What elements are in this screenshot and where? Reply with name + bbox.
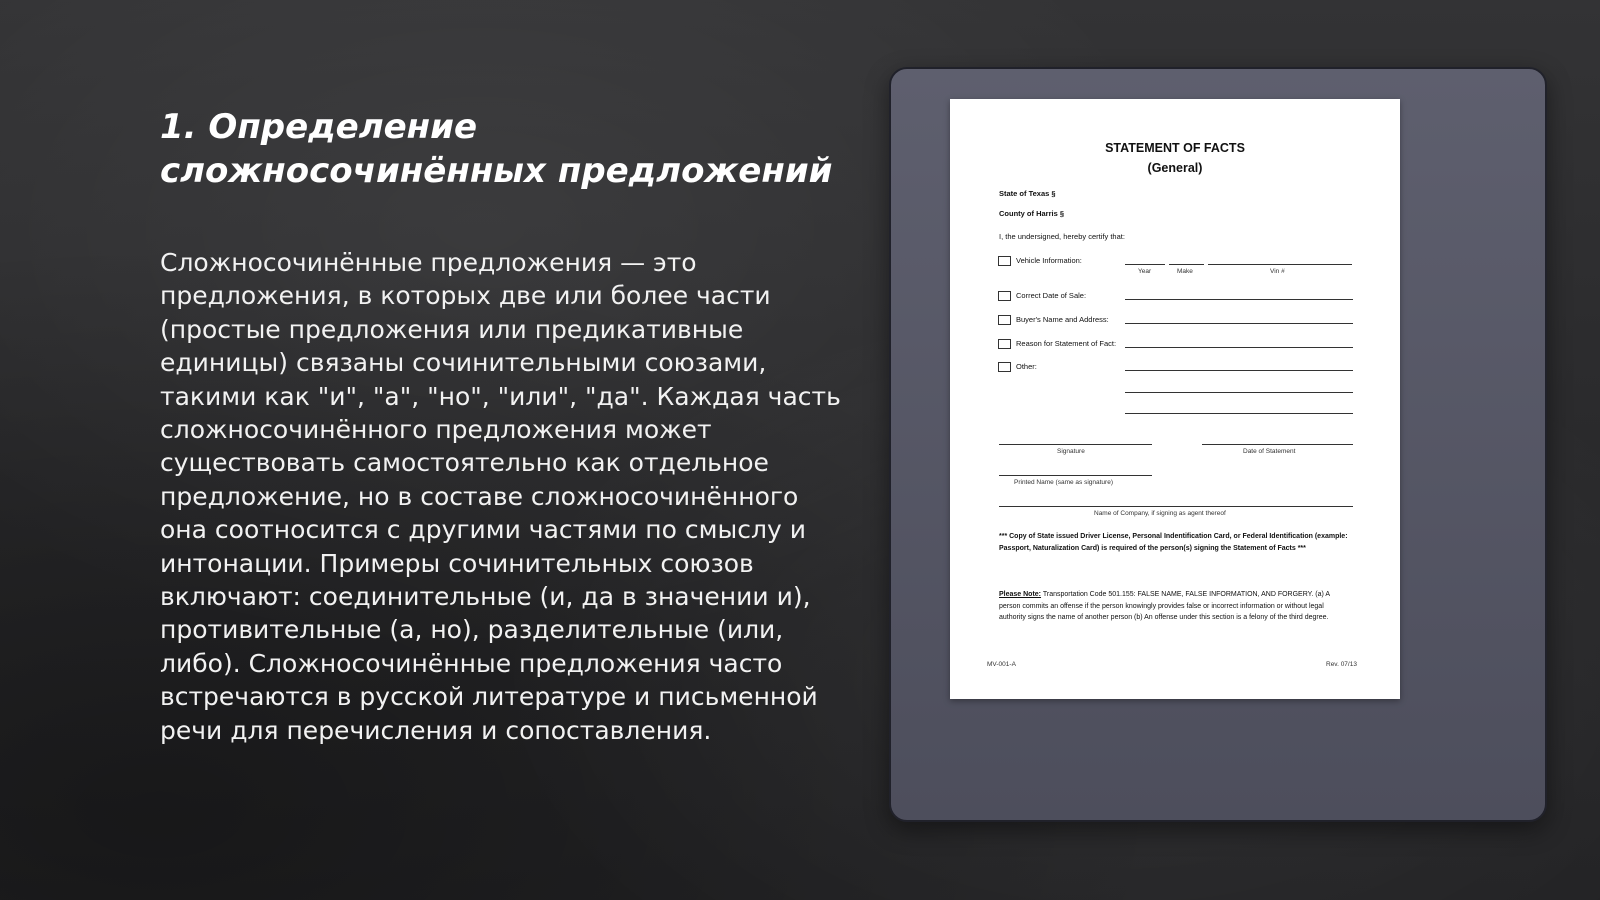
reason-line[interactable] <box>1125 347 1353 348</box>
sale-date-label: Correct Date of Sale: <box>1016 291 1087 300</box>
statement-of-facts-document <box>950 99 1400 699</box>
make-caption: Make <box>1177 268 1193 275</box>
company-line[interactable] <box>999 506 1353 507</box>
document-title: STATEMENT OF FACTS <box>1105 141 1245 155</box>
please-note-label: Please Note: <box>999 591 1042 598</box>
certify-text: I, the undersigned, hereby certify that: <box>999 232 1125 241</box>
slide-body-text: Сложносочинённые предложения — это предложения, в которых две или более части (простые предложения или предикативные единицы) связаны сочинительными союзами, такими как "и", "а", "но", "или", "да". Каждая часть сложносочинённого предложения может существовать самостоятельно как отдельное предложение, но в составе сложносочинённого она соотносится с другими частями по смыслу и интонации. Примеры сочинительных союзов включают: соединительные (и, да в значении и), противительные (а, но), разделительные (или, либо). Сложносочинённые предложения часто встречаются в русской литературе и письменной речи для перечисления и сопоставления. <box>160 248 841 745</box>
please-note-paragraph <box>999 589 1349 624</box>
form-number: MV-001-A <box>987 661 1016 668</box>
company-caption: Name of Company, if signing as agent thereof <box>1094 510 1226 517</box>
vehicle-info-checkbox[interactable] <box>998 256 1011 266</box>
buyer-label: Buyer's Name and Address: <box>1016 315 1109 324</box>
vehicle-info-label: Vehicle Information: <box>1016 256 1082 265</box>
other-label: Other: <box>1016 362 1037 371</box>
sale-date-line[interactable] <box>1125 299 1353 300</box>
signature-caption: Signature <box>1057 448 1085 455</box>
other-line-1[interactable] <box>1125 370 1353 371</box>
other-checkbox[interactable] <box>998 362 1011 372</box>
year-caption: Year <box>1138 268 1152 275</box>
vin-caption: Vin # <box>1270 268 1285 275</box>
date-of-statement-caption: Date of Statement <box>1243 448 1296 455</box>
state-label: State of Texas § <box>999 189 1056 198</box>
sale-date-checkbox[interactable] <box>998 291 1011 301</box>
date-of-statement-line[interactable] <box>1202 444 1353 445</box>
please-note-text: Transportation Code 501.155: FALSE NAME, FALSE INFORMATION, AND FORGERY. (a) A person commits an offense if the person knowingly provides false or incorrect information or without legal authority signs the name of another person (b) An offense under this section is a felony of the third degree. <box>999 591 1330 621</box>
buyer-checkbox[interactable] <box>998 315 1011 325</box>
buyer-line[interactable] <box>1125 323 1353 324</box>
slide-title: 1. Определение сложносочинённых предложений <box>160 107 833 191</box>
county-label: County of Harris § <box>999 209 1065 218</box>
printed-name-caption: Printed Name (same as signature) <box>1014 479 1113 486</box>
other-line-2[interactable] <box>1125 392 1353 393</box>
year-line[interactable] <box>1125 264 1165 265</box>
reason-checkbox[interactable] <box>998 339 1011 349</box>
make-line[interactable] <box>1169 264 1204 265</box>
other-line-3[interactable] <box>1125 413 1353 414</box>
printed-name-line[interactable] <box>999 475 1152 476</box>
id-requirement-note: *** Copy of State issued Driver License, Personal Indentification Card, or Federal Identification (example: Passport, Naturalization Card) is required of the person(s) signing the Statement of Facts *** <box>999 533 1348 552</box>
document-subtitle: (General) <box>1147 161 1203 175</box>
signature-line[interactable] <box>999 444 1152 445</box>
vin-line[interactable] <box>1208 264 1352 265</box>
revision-date: Rev. 07/13 <box>1326 661 1357 668</box>
reason-label: Reason for Statement of Fact: <box>1016 339 1117 348</box>
